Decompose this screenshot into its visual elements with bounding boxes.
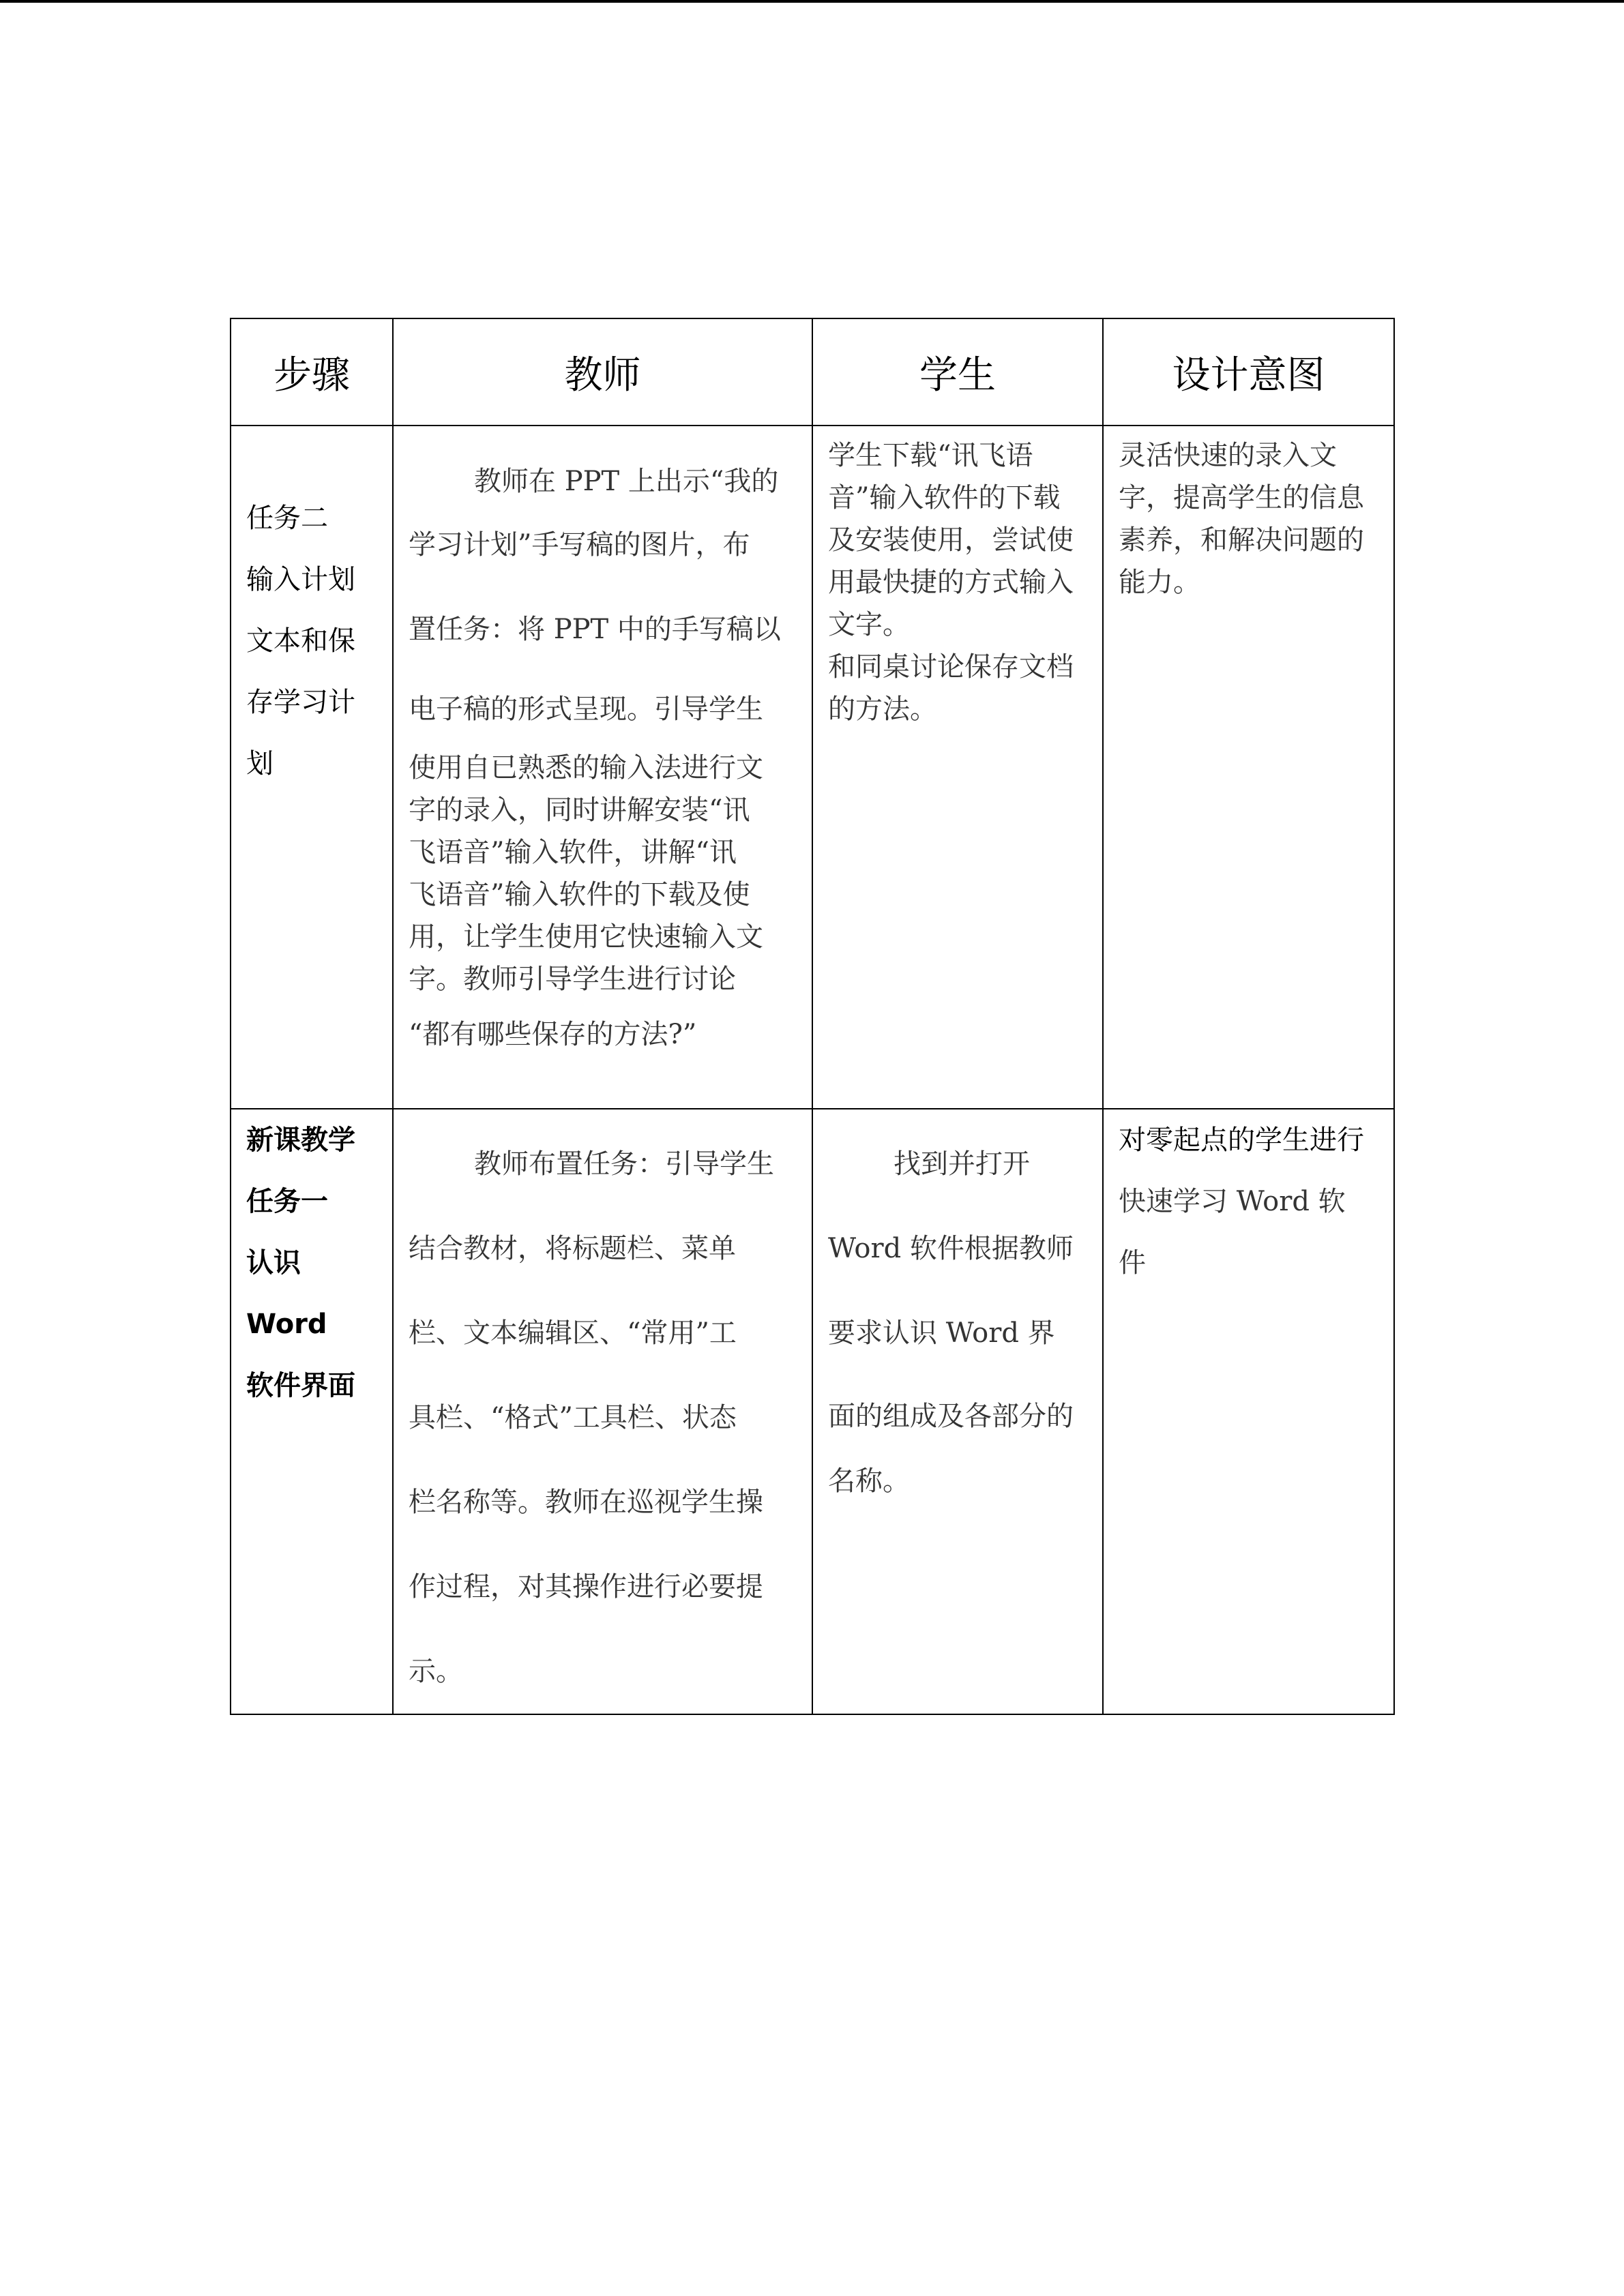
- teacher-line: 教师布置任务：引导学生: [474, 1148, 774, 1180]
- student-line: 用最快捷的方式输入: [828, 567, 1074, 598]
- student-cell: [812, 426, 1103, 1109]
- step-cell: [231, 1109, 393, 1714]
- teacher-cell: [393, 426, 812, 1109]
- intent-cell: [1103, 1109, 1394, 1714]
- student-cell: [812, 1109, 1103, 1714]
- teacher-line: 电子稿的形式呈现。引导学生: [409, 694, 763, 725]
- lesson-plan-table: [230, 318, 1395, 1715]
- student-line: 音”输入软件的下载: [828, 482, 1061, 513]
- teacher-line: 飞语音”输入软件，讲解“讯: [409, 837, 737, 868]
- teacher-line: 学习计划”手写稿的图片，布: [409, 529, 750, 561]
- student-line: 文字。: [828, 609, 910, 640]
- step-line: Word: [246, 1309, 327, 1340]
- step-line: 任务二: [246, 503, 328, 534]
- intent-line: 素养，和解决问题的: [1119, 524, 1364, 556]
- intent-line: 对零起点的学生进行: [1119, 1124, 1364, 1156]
- teacher-line: 用，让学生使用它快速输入文: [409, 921, 763, 953]
- step-line: 划: [246, 748, 274, 779]
- teacher-line: 栏、文本编辑区、“常用”工: [409, 1317, 737, 1349]
- intent-line: 字，提高学生的信息: [1119, 482, 1364, 513]
- table-header-row: [231, 318, 1394, 426]
- intent-cell: [1103, 426, 1394, 1109]
- header-intent: 设计意图: [1103, 318, 1394, 426]
- page-top-border: [0, 0, 1624, 3]
- intent-line: 件: [1119, 1247, 1146, 1279]
- teacher-line: 结合教材，将标题栏、菜单: [409, 1233, 736, 1264]
- table-row: [231, 1109, 1394, 1714]
- step-line: 认识: [246, 1247, 301, 1279]
- intent-line: 灵活快速的录入文: [1119, 440, 1337, 471]
- intent-line: 能力。: [1119, 567, 1200, 598]
- student-line: 找到并打开: [894, 1148, 1030, 1180]
- teacher-line: 置任务：将 PPT 中的手写稿以: [409, 614, 781, 645]
- student-line: 学生下载“讯飞语: [828, 440, 1033, 471]
- teacher-cell: [393, 1109, 812, 1714]
- teacher-line: 示。: [409, 1656, 463, 1687]
- student-line: 要求认识 Word 界: [828, 1317, 1055, 1349]
- step-line: 存学习计: [246, 687, 355, 718]
- teacher-line: 字的录入，同时讲解安装“讯: [409, 794, 750, 826]
- step-line: 文本和保: [246, 625, 355, 657]
- student-line: 及安装使用，尝试使: [828, 524, 1074, 556]
- teacher-line: 教师在 PPT 上出示“我的: [474, 466, 779, 497]
- intent-line: 快速学习 Word 软: [1119, 1186, 1346, 1217]
- header-teacher: 教师: [393, 318, 812, 426]
- teacher-line: 字。教师引导学生进行讨论: [409, 964, 736, 995]
- student-line: Word 软件根据教师: [828, 1233, 1074, 1264]
- student-line: 面的组成及各部分的: [828, 1401, 1074, 1432]
- step-line: 新课教学: [246, 1124, 355, 1156]
- teacher-line: 飞语音”输入软件的下载及使: [409, 879, 750, 910]
- step-cell: [231, 426, 393, 1109]
- step-line: 输入计划: [246, 564, 355, 595]
- teacher-line: 作过程，对其操作进行必要提: [409, 1571, 763, 1602]
- teacher-line: “都有哪些保存的方法?”: [409, 1019, 697, 1050]
- step-line: 任务一: [246, 1186, 328, 1217]
- student-line: 名称。: [828, 1465, 910, 1497]
- student-line: 的方法。: [828, 694, 937, 725]
- header-student: 学生: [812, 318, 1103, 426]
- teacher-line: 使用自已熟悉的输入法进行文: [409, 752, 763, 784]
- teacher-line: 具栏、“格式”工具栏、状态: [409, 1402, 737, 1433]
- student-line: 和同桌讨论保存文档: [828, 651, 1074, 683]
- header-step: 步骤: [231, 318, 393, 426]
- table-row: [231, 426, 1394, 1109]
- teacher-line: 栏名称等。教师在巡视学生操: [409, 1487, 763, 1518]
- step-line: 软件界面: [246, 1370, 355, 1401]
